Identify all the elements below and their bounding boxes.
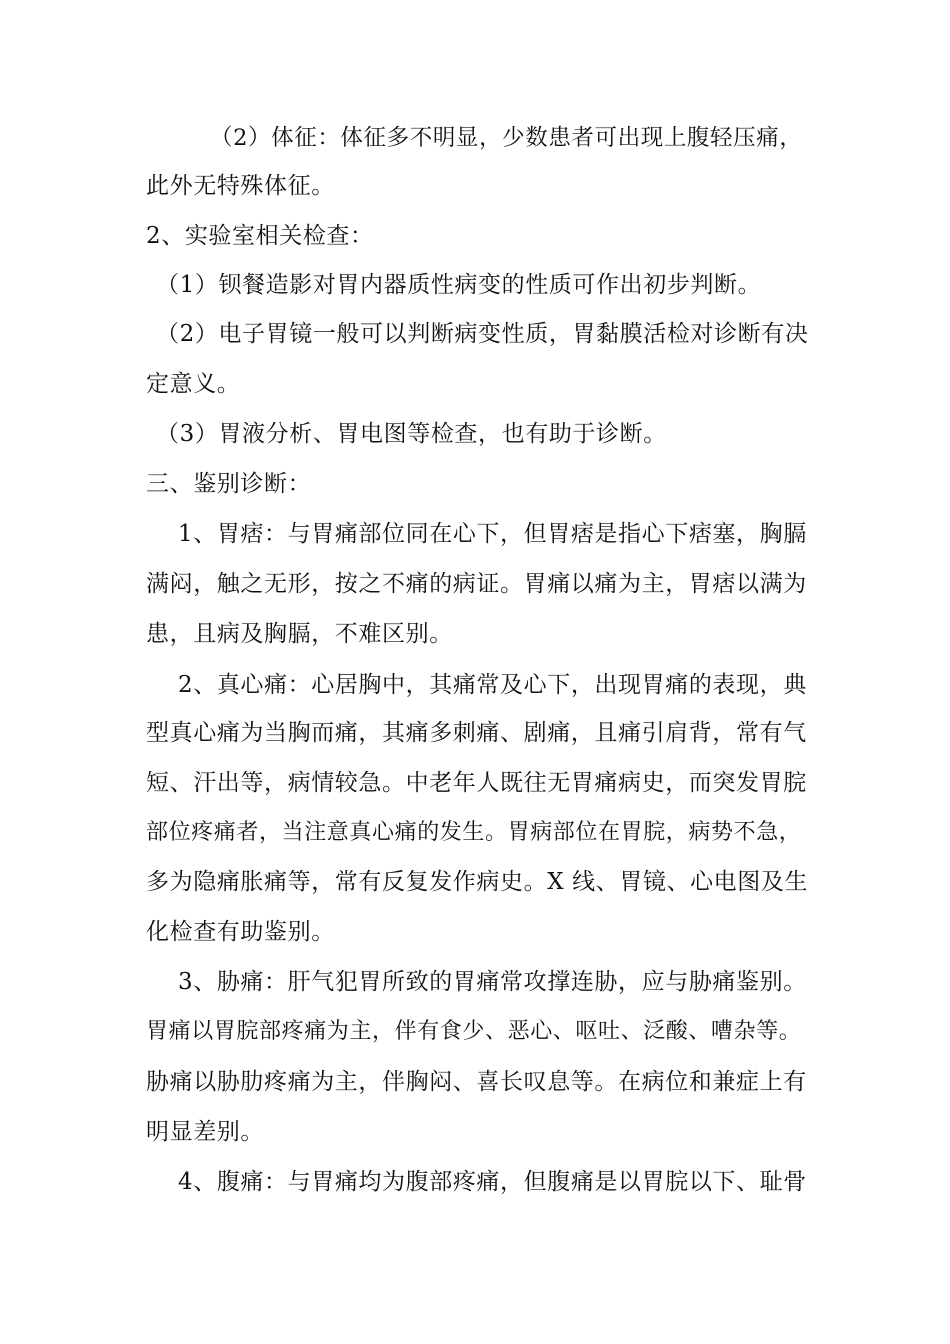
text-line: 2、真心痛：心居胸中，其痛常及心下，出现胃痛的表现，典 xyxy=(178,672,807,698)
text-line: 3、胁痛：肝气犯胃所致的胃痛常攻撑连胁，应与胁痛鉴别。 xyxy=(178,969,807,995)
text-line: 患，且病及胸膈，不难区别。 xyxy=(146,621,453,647)
text-line: 型真心痛为当胸而痛，其痛多刺痛、剧痛，且痛引肩背，常有气 xyxy=(146,720,807,746)
section-heading: 三、鉴别诊断： xyxy=(146,471,312,497)
text-line: 定意义。 xyxy=(146,371,241,397)
text-line: 部位疼痛者，当注意真心痛的发生。胃病部位在胃脘，病势不急， xyxy=(146,820,802,845)
text-line: 1、胃痞：与胃痛部位同在心下，但胃痞是指心下痞塞，胸膈 xyxy=(178,521,807,547)
text-line: 化检查有助鉴别。 xyxy=(146,919,335,945)
text-line: 短、汗出等，病情较急。中老年人既往无胃痛病史，而突发胃脘 xyxy=(146,770,807,796)
text-line: （3）胃液分析、胃电图等检查，也有助于诊断。 xyxy=(156,421,667,447)
text-line: 此外无特殊体征。 xyxy=(146,173,335,199)
text-line: 多为隐痛胀痛等，常有反复发作病史。X 线、胃镜、心电图及生 xyxy=(146,869,809,895)
text-line: 4、腹痛：与胃痛均为腹部疼痛，但腹痛是以胃脘以下、耻骨 xyxy=(178,1169,807,1195)
text-line: 胃痛以胃脘部疼痛为主，伴有食少、恶心、呕吐、泛酸、嘈杂等。 xyxy=(146,1019,802,1044)
text-line: 胁痛以胁肋疼痛为主，伴胸闷、喜长叹息等。在病位和兼症上有 xyxy=(146,1069,807,1095)
text-line: 明显差别。 xyxy=(146,1119,264,1145)
text-line: 满闷，触之无形，按之不痛的病证。胃痛以痛为主，胃痞以满为 xyxy=(146,571,807,597)
text-line: （2）体征：体征多不明显，少数患者可出现上腹轻压痛， xyxy=(210,125,803,151)
section-heading: 2、实验室相关检查： xyxy=(146,223,374,249)
text-line: （2）电子胃镜一般可以判断病变性质，胃黏膜活检对诊断有决 xyxy=(156,321,809,347)
text-line: （1）钡餐造影对胃内器质性病变的性质可作出初步判断。 xyxy=(156,272,762,298)
